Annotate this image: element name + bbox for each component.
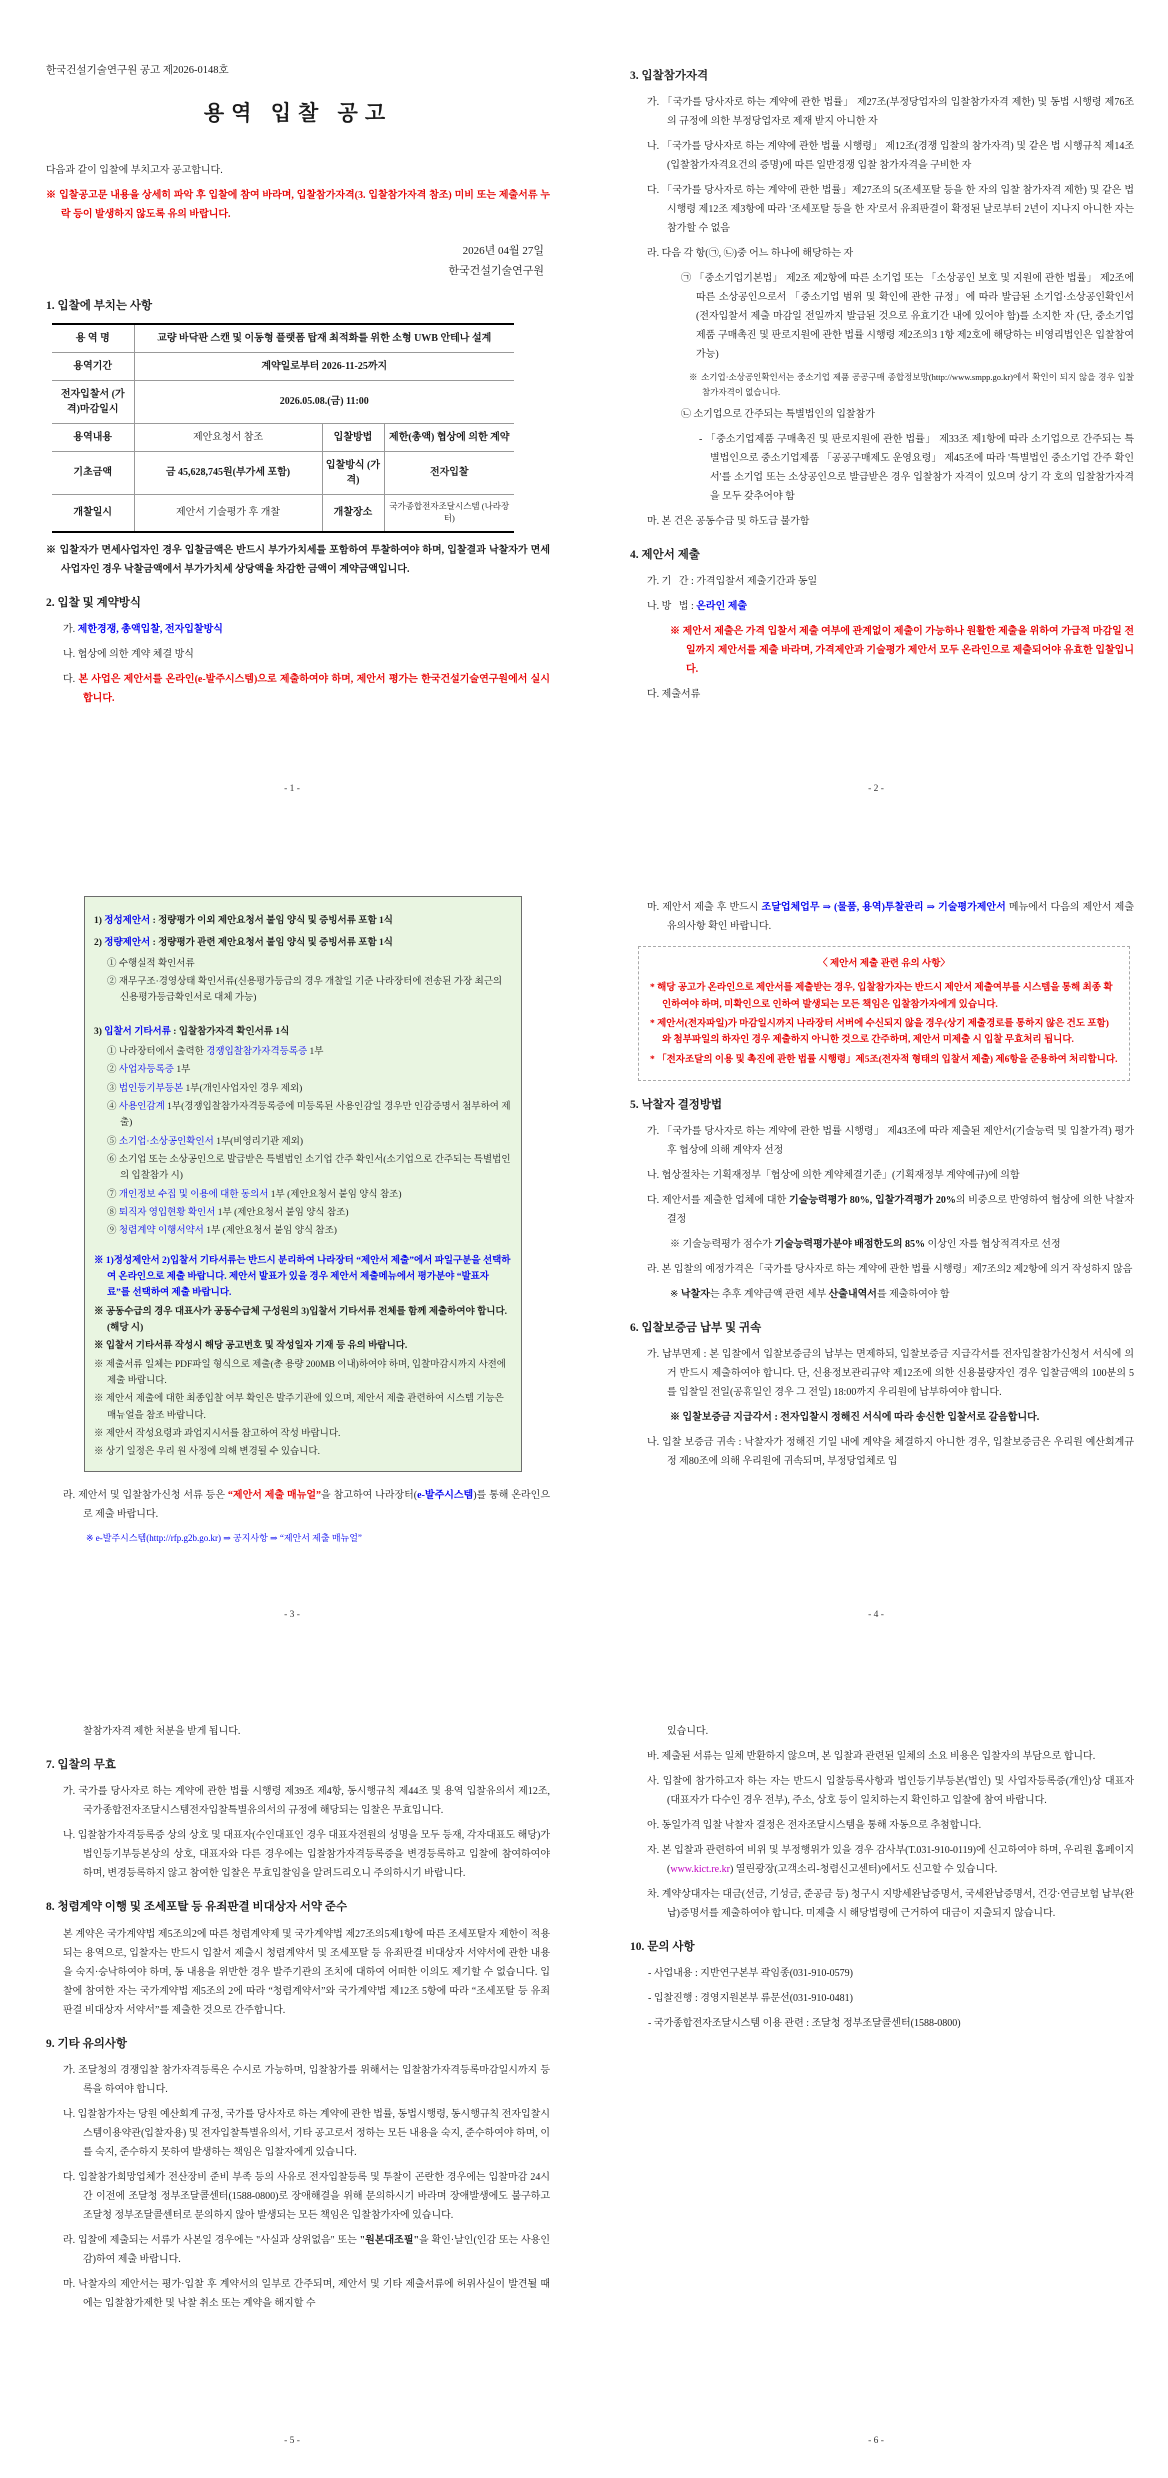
- table-row: [52, 324, 514, 353]
- section5-heading: 5. 낙찰자 결정방법: [630, 1098, 723, 1111]
- doc-text: 1부 (제안요청서 붙임 양식 참조): [203, 1226, 337, 1237]
- item-text: 자. 본 입찰과 관련하여 비위 및 부정행위가 있을 경우 감사부(T.031-910-0119)에 신고하여야 하며, 우리원 홈페이지(: [647, 1845, 1134, 1875]
- opening-place-value: 국가종합전자조달시스템 (나라장터): [384, 494, 514, 531]
- page-number: - 2 -: [868, 784, 884, 794]
- s7-item-a: 가. 국가를 당사자로 하는 계약에 관한 법률 시행령 제39조 제4항, 동시행규칙 제44조 및 용역 입찰유의서 제12조, 국가종합전자조달시스템전자입찰특별유의서의 규정에 해당되는 입찰은 무효입니다.: [63, 1786, 550, 1817]
- s9-item-b: 나. 입찰참가자는 당원 예산회계 규정, 국가를 당사자로 하는 계약에 관한 법률, 동법시행령, 동시행규칙 전자입찰시스템이용약관(입찰자용) 및 전자입찰특별유의서, 기타 공고로서 정하는 모든 내용을 숙지, 준수하여야 하며, 이를 숙지, 준수하지 못하여 발생하는 책임은 입찰자에게 있습니다.: [63, 2108, 550, 2158]
- caution-item-1: * 해당 공고가 온라인으로 제안서를 제출받는 경우, 입찰참가자는 반드시 제안서 제출여부를 시스템을 통해 최종 확인하여야 하며, 미확인으로 인하여 발생되는 모든 책임은 입찰참가자에게 있습니다.: [650, 983, 1113, 1010]
- announcement-date: 2026년 04월 27일: [462, 245, 544, 257]
- doc-item-desc: : 입찰참가자격 확인서류 1식: [170, 1026, 290, 1037]
- doc-text: ⑦: [107, 1189, 119, 1200]
- bid-method-label: 입찰방법: [322, 423, 384, 451]
- e-order-system-label: e-발주시스템: [417, 1489, 474, 1501]
- doc-text: 1부(개인사업자인 경우 제외): [183, 1083, 303, 1094]
- service-period-label: 용역기간: [52, 352, 134, 380]
- box-note-2: ※ 공동수급의 경우 대표사가 공동수급체 구성원의 3)입찰서 기타서류 전체를 함께 제출하여야 합니다.(해당 시): [94, 1306, 507, 1333]
- page-number: - 5 -: [284, 2436, 300, 2446]
- doc-text: ③: [107, 1083, 119, 1094]
- item-text: 다. 제안서를 제출한 업체에 대한: [647, 1195, 790, 1207]
- table-row: [52, 380, 514, 423]
- s3-item-e: 마. 본 건은 공동수급 및 하도급 불가함: [647, 516, 810, 528]
- document-title: 용역 입찰 공고: [203, 101, 393, 125]
- doc-item-3-2: [94, 1062, 512, 1078]
- evaluation-weights: 기술능력평가 80%, 입찰가격평가 20%: [789, 1195, 956, 1207]
- doc-text: 1부(비영리기관 제외): [213, 1136, 304, 1147]
- box-note-5: ※ 제안서 제출에 대한 최종입찰 여부 확인은 발주기관에 있으며, 제안서 제출 관련하여 시스템 기능은 매뉴얼을 참조 바랍니다.: [94, 1394, 504, 1421]
- page-2: [584, 0, 1168, 826]
- doc-item-desc: : 정량평가 이외 제안요청서 붙임 양식 및 증빙서류 포함 1식: [150, 916, 393, 926]
- retiree-status-label: 퇴직자 영입현황 확인서: [118, 1207, 216, 1218]
- page-4: [584, 826, 1168, 1652]
- kict-homepage-url: www.kict.re.kr: [670, 1864, 730, 1875]
- doc-text: ⑨: [107, 1226, 119, 1237]
- spacer: [94, 1242, 512, 1251]
- cost-statement-label: 산출내역서: [828, 1289, 877, 1301]
- s3-item-b: 나. 「국가를 당사자로 하는 계약에 관한 법률 시행령」 제12조(경쟁 입찰의 참가자격) 및 같은 법 시행규칙 제14조(입찰참가자격요건의 증명)에 따른 일반경쟁 입찰 참가자격을 구비한 자: [647, 141, 1134, 172]
- table-row: [52, 451, 514, 494]
- submission-documents-box: [84, 896, 522, 1472]
- section9-heading: 9. 기타 유의사항: [46, 2037, 128, 2050]
- item-text: 라. 제안서 및 입찰참가신청 서류 등은: [63, 1489, 228, 1501]
- seal-usage-label: 사용인감계: [118, 1101, 165, 1112]
- doc-item-3-8: [94, 1205, 512, 1221]
- announcement-date-block: [46, 242, 544, 282]
- s4-item-b: [630, 597, 1134, 616]
- bid-type-text: 제한경쟁, 총액입찰, 전자입찰방식: [77, 623, 223, 635]
- page-5: [0, 1652, 584, 2478]
- page-6: [584, 1652, 1168, 2478]
- doc-text: ⑧: [107, 1207, 119, 1218]
- s4-item-d: [46, 1486, 550, 1524]
- item-prefix: 다.: [63, 673, 79, 685]
- s9-item-e: 마. 낙찰자의 제안서는 평가·입찰 후 계약서의 일부로 간주되며, 제안서 및 기타 제출서류에 허위사실이 발견될 때에는 입찰참가제한 및 낙찰 취소 또는 계약을 해지할 수: [63, 2278, 550, 2309]
- doc-text: 1부 (제안요청서 붙임 양식 참조): [268, 1189, 402, 1200]
- integrity-pledge-label: 청렴계약 이행서약서: [118, 1226, 204, 1237]
- page-number: - 1 -: [284, 784, 300, 794]
- s5-item-c: [630, 1191, 1134, 1229]
- doc-item-prefix: 2): [94, 938, 105, 949]
- s9-item-a: 가. 조달청의 경쟁입찰 참가자격등록은 수시로 가능하며, 입찰참가를 위해서는 입찰참가자격등록마감일시까지 등록을 하여야 합니다.: [63, 2064, 550, 2095]
- doc-item-3: [94, 1024, 512, 1040]
- doc-item-3-7: [94, 1187, 512, 1203]
- online-submit-label: 온라인 제출: [696, 601, 748, 613]
- online-submit-notice: 본 사업은 제안서를 온라인(e-발주시스템)으로 제출하여야 하며, 제안서 평가는 한국건설기술연구원에서 실시합니다.: [78, 673, 550, 704]
- bid-deadline-value: 2026.05.08.(금) 11:00: [134, 380, 514, 423]
- note-text: 이상인 자를 협상적격자로 선정: [925, 1239, 1061, 1251]
- table-row: [52, 423, 514, 451]
- bid-method-value: 제한(총액) 협상에 의한 계약: [384, 423, 514, 451]
- section6-heading: 6. 입찰보증금 납부 및 귀속: [630, 1322, 762, 1335]
- doc-text: ②: [107, 1065, 119, 1076]
- bid-info-table: [52, 323, 514, 533]
- s9-item-c: 다. 입찰참가희망업체가 전산장비 준비 부족 등의 사유로 전자입찰등록 및 투찰이 곤란한 경우에는 입찰마감 24시간 이전에 조달청 정부조달콜센터(1588-0800)로 장애해결을 위해 문의하시기 바라며 장애발생에도 불구하고 조달청 정부조달콜센터로 문의하지 않아 발생되는 모든 책임은 입찰참가자에 있습니다.: [63, 2171, 550, 2221]
- caution-item-3: * 「전자조달의 이용 및 촉진에 관한 법률 시행령」제5조(전자적 형태의 입찰서 제출) 제6항을 준용하여 처리합니다.: [650, 1054, 1118, 1065]
- notice-number: 한국건설기술연구원 공고 제2026-0148호: [46, 65, 229, 76]
- doc-item-3-4: [94, 1099, 512, 1132]
- qualitative-proposal-label: 정성제안서: [104, 916, 151, 926]
- s4-submit-warning: ※ 제안서 제출은 가격 입찰서 제출 여부에 관계없이 제출이 가능하나 원활한 제출을 위하여 가급적 마감일 전일까지 제안서를 제출 바라며, 가격제안과 기술평가 제안서 모두 온라인으로 제출되어야 유효한 입찰입니다.: [670, 626, 1134, 676]
- box-note-7: ※ 상기 일정은 우리 원 사정에 의해 변경될 수 있습니다.: [94, 1447, 320, 1458]
- page-3: [0, 826, 584, 1652]
- e-order-path-note: ※ e-발주시스템(http://rfp.g2b.go.kr) ⇒ 공지사항 ⇒ “제안서 제출 매뉴얼”: [86, 1532, 362, 1543]
- page-number: - 6 -: [868, 2436, 884, 2446]
- s3-item-d2-detail: - 「중소기업제품 구매촉진 및 판로지원에 관한 법률」 제33조 제1항에 따라 소기업으로 간주되는 특별법인으로 중소기업제품 「공공구매제도 운영요령」 제45조에 따라 '특별법인 중소기업 간주 확인서'를 소기업 또는 소상공인으로 발급받은 경우 입찰참가 자격이 있으며 상기 각 호의 입찰참가자격을 모두 갖추어야 함: [699, 434, 1134, 503]
- item-text: ) 열린광장(고객소리-청렴신고센터)에서도 신고할 수 있습니다.: [729, 1864, 998, 1875]
- item-text: 을 참고하여 나라장터(: [321, 1489, 418, 1501]
- threshold-text: 기술능력평가분야 배점한도의 85%: [774, 1239, 926, 1251]
- table-row: [52, 352, 514, 380]
- service-name-value: 교량 바닥판 스캔 및 이동형 플랫폼 탑재 최적화를 위한 소형 UWB 안테나 설계: [134, 324, 514, 353]
- s5-item-d-note: [630, 1285, 1134, 1304]
- s2-item-a: [46, 620, 550, 639]
- item-prefix: 가.: [63, 623, 78, 635]
- doc-item-2-1: ① 수행실적 확인서류: [107, 958, 195, 969]
- bid-deadline-label: 전자입찰서 (가격)마감일시: [52, 380, 134, 423]
- page-number: - 3 -: [284, 1610, 300, 1620]
- section8-heading: 8. 청렴계약 이행 및 조세포탈 등 유죄판결 비대상자 서약 준수: [46, 1901, 348, 1914]
- s2-item-c: [46, 670, 550, 708]
- s3-item-d: 라. 다음 각 항(㉠, ㉡)중 어느 하나에 해당하는 자: [647, 248, 854, 260]
- note-text: ※: [670, 1289, 681, 1301]
- caution-item-2: * 제안서(전자파일)가 마감일시까지 나라장터 서버에 수신되지 않을 경우(상기 제출경로를 통하지 않은 건도 포함)와 첨부파일의 하자인 경우 제출하지 아니한 것으로 간주하며, 제안서 미제출 시 입찰 무효처리 됩니다.: [650, 1018, 1109, 1046]
- s3-item-d2: ㉡ 소기업으로 간주되는 특별법인의 입찰참가: [681, 409, 875, 421]
- box-note-1: ※ 1)정성제안서 2)입찰서 기타서류는 반드시 분리하여 나라장터 “제안서 제출”에서 파일구분을 선택하여 온라인으로 제출 바랍니다. 제안서 발표가 있을 경우 제안서 제출메뉴에서 평가분야 “발표자료”를 선택하여 제출 바랍니다.: [94, 1255, 511, 1299]
- s9-item-j: 차. 계약상대자는 대금(선금, 기성금, 준공금 등) 청구시 지방세완납증명서, 국세완납증명서, 건강·연금보험 납부(완납)증명서를 제출하여야 합니다. 미제출 시 해당법령에 근거하여 대금이 지출되지 않습니다.: [647, 1889, 1134, 1919]
- doc-item-3-6: ⑥ 소기업 또는 소상공인으로 발급받은 특별법인 소기업 간주 확인서(소기업으로 간주되는 특별법인의 입찰참가 시): [107, 1154, 511, 1182]
- note-text: ※ 기술능력평가 점수가: [670, 1239, 775, 1251]
- proposal-caution-box: [638, 946, 1130, 1081]
- doc-item-2: [94, 935, 512, 951]
- box-note-4: ※ 제출서류 일체는 PDF파일 형식으로 제출(총 용량 200MB 이내)하여야 하며, 입찰마감시까지 사전에 제출 바랍니다.: [94, 1359, 506, 1386]
- contact-project: - 사업내용 : 지반연구본부 곽임종(031-910-0579): [648, 1968, 854, 1980]
- s9-item-d: [46, 2231, 550, 2269]
- original-check-label: "원본대조필": [359, 2234, 420, 2246]
- item-text: 메뉴에서 다음의 제안서 제출 유의사항 확인 바랍니다.: [667, 902, 1134, 932]
- item-text: 마. 제안서 제출 후 반드시: [647, 902, 762, 913]
- section4-heading: 4. 제안서 제출: [630, 549, 700, 562]
- doc-text: 1부 (제안요청서 붙임 양식 참조): [215, 1207, 349, 1218]
- spacer: [94, 1009, 512, 1018]
- doc-text: 1부(경쟁입찰참가자격등록증에 미등록된 사용인감일 경우만 인감증명서 첨부하여 제출): [120, 1101, 511, 1129]
- s6-item-a: 가. 납부면제 : 본 입찰에서 입찰보증금의 납부는 면제하되, 입찰보증금 지급각서를 전자입찰참가신청서 서식에 의거 반드시 제출하여야 합니다. 단, 신용정보관리규약 제12조에 의한 신용불량자인 경우 입찰금액의 100분의 5를 입찰일 전일(공휴일인 경우 그 전일) 18:00까지 우리원에 납부하여야 합니다.: [647, 1349, 1134, 1399]
- registration-cert-label: 경쟁입찰참가자격등록증: [206, 1046, 308, 1057]
- s5-item-d: 라. 본 입찰의 예정가격은「국가를 당사자로 하는 계약에 관한 법률 시행령」제7조의2 제2항에 의거 작성하지 않음: [647, 1264, 1133, 1276]
- corp-register-label: 법인등기부등본: [118, 1083, 184, 1094]
- s6-continued-text: 찰참가자격 제한 처분을 받게 됩니다.: [83, 1726, 241, 1737]
- item-text: )를 통해 온라인으로 제출 바랍니다.: [83, 1489, 551, 1520]
- base-amount-label: 기초금액: [52, 451, 134, 494]
- contact-g2b: - 국가종합전자조달시스템 이용 관련 : 조달청 정부조달콜센터(1588-0800): [648, 2018, 961, 2030]
- s8-body-text: 본 계약은 국가계약법 제5조의2에 따른 청렴계약제 및 국가계약법 제27조의5제1항에 따른 조세포탈자 제한이 적용되는 용역으로, 입찰자는 반드시 입찰서 제출시 청렴계약서 및 조세포탈 등 유죄판결 비대상자 서약서에 관한 내용을 숙지·승낙하여야 하며, 동 내용을 위반한 경우 발주기관의 조치에 대하여 어떠한 이의도 제기할 수 없습니다. 입찰에 참여한 자는 국가계약법 제5조의 2에 따라 “청렴계약서”와 국가계약법 제12조 5항에 따라 “조세포탈 등 유죄판결 비대상자 서약서”를 제출한 것으로 간주합니다.: [63, 1928, 550, 2016]
- winner-label: 낙찰자: [680, 1289, 710, 1301]
- opening-place-label: 개찰장소: [322, 494, 384, 531]
- doc-item-1: [94, 913, 512, 929]
- s5-item-a: 가. 「국가를 당사자로 하는 계약에 관한 법률 시행령」 제43조에 따라 제출된 제안서(기술능력 및 입찰가격) 평가 후 협상에 의해 계약자 선정: [647, 1126, 1134, 1157]
- smpp-note: ※ 소기업·소상공인확인서는 중소기업 제품 공공구매 종합정보망(http://www.smpp.go.kr)에서 확인이 되지 않을 경우 입찰참가자격이 없습니다.: [689, 372, 1134, 397]
- doc-item-prefix: 1): [94, 916, 105, 926]
- table-row: [52, 494, 514, 531]
- small-biz-cert-label: 소기업·소상공인확인서: [118, 1136, 214, 1147]
- item-text: 을 확인·날인(인감 또는 사용인감)하여 제출 바랍니다.: [83, 2234, 550, 2265]
- service-content-label: 용역내용: [52, 423, 134, 451]
- bid-style-label: 입찰방식 (가격): [322, 451, 384, 494]
- s9-item-g: 사. 입찰에 참가하고자 하는 자는 반드시 입찰등록사항과 법인등기부등본(법인) 및 사업자등록증(개인)상 대표자(대표자가 다수인 경우 전부), 주소, 상호 등이 일치하는지 확인하고 입찰에 참여 바랍니다.: [647, 1776, 1134, 1806]
- s3-item-c: 다. 「국가를 당사자로 하는 계약에 관한 법률」제27조의 5(조세포탈 등을 한 자의 입찰 참가자격 제한) 및 같은 법 시행령 제12조 제3항에 따라 '조세포탈 등을 한 자'로서 유죄판결이 확정된 날로부터 2년이 지나지 아니한 자는 참가할 수 없음: [647, 185, 1134, 235]
- menu-path-text: 조달업체업무 ⇒ (물품, 용역)투찰관리 ⇒ 기술평가제안서: [761, 902, 1006, 913]
- doc-item-3-3: [94, 1081, 512, 1097]
- privacy-consent-label: 개인정보 수집 및 이용에 대한 동의서: [118, 1189, 269, 1200]
- s4-item-c: 다. 제출서류: [647, 689, 701, 701]
- doc-text: 1부: [307, 1046, 324, 1057]
- page-number: - 4 -: [868, 1610, 884, 1620]
- bid-warning-note: ※ 입찰공고문 내용을 상세히 파악 후 입찰에 참여 바라며, 입찰참가자격(3. 입찰참가자격 참조) 미비 또는 제출서류 누락 등이 발생하지 않도록 유의 바랍니다.: [46, 190, 550, 220]
- service-name-label: 용 역 명: [52, 324, 134, 353]
- s3-item-a: 가. 「국가를 당사자로 하는 계약에 관한 법률」 제27조(부정당업자의 입찰참가자격 제한) 및 동법 시행령 제76조의 규정에 의한 부정당업자로 제재 받지 아니한 자: [647, 97, 1134, 128]
- item-prefix: 나. 방 법 :: [647, 601, 697, 613]
- section7-heading: 7. 입찰의 무효: [46, 1759, 116, 1771]
- s6-item-b: 나. 입찰 보증금 귀속 : 낙찰자가 정해진 기일 내에 계약을 체결하지 아니한 경우, 입찰보증금은 우리원 예산회계규정 제80조에 의해 우리원에 귀속되며, 부정당업체로 입: [647, 1437, 1134, 1468]
- doc-text: ④: [107, 1101, 119, 1112]
- other-bid-docs-label: 입찰서 기타서류: [104, 1026, 171, 1037]
- item-text: 라. 입찰에 제출되는 서류가 사본일 경우에는 "사실과 상위없음" 또는: [63, 2234, 360, 2246]
- item-text: 의 비중으로 반영하여 협상에 의한 낙찰자 결정: [667, 1195, 1134, 1226]
- contact-bid: - 입찰진행 : 경영지원본부 류문선(031-910-0481): [648, 1993, 854, 2005]
- service-period-value: 계약일로부터 2026-11-25까지: [134, 352, 514, 380]
- page-1: [0, 0, 584, 826]
- intro-text: 다음과 같이 입찰에 부치고자 공고합니다.: [46, 165, 223, 176]
- announcing-org: 한국건설기술연구원: [448, 264, 544, 277]
- note-text: 는 추후 계약금액 관련 세부: [709, 1289, 829, 1301]
- vat-note: ※ 입찰자가 면세사업자인 경우 입찰금액은 반드시 부가가치세를 포함하여 투찰하여야 하며, 입찰결과 낙찰자가 면세 사업자인 경우 낙찰금액에서 부가가치세 상당액을 차감한 금액이 계약금액입니다.: [46, 544, 550, 575]
- section3-heading: 3. 입찰참가자격: [630, 70, 709, 82]
- business-license-label: 사업자등록증: [118, 1065, 174, 1076]
- section1-heading: 1. 입찰에 부치는 사항: [46, 299, 153, 312]
- s9-item-f: 바. 제출된 서류는 일체 반환하지 않으며, 본 입찰과 관련된 일체의 소요 비용은 입찰자의 부담으로 합니다.: [647, 1751, 1096, 1762]
- doc-item-3-9: [94, 1223, 512, 1239]
- s5-item-b: 나. 협상절차는 기획재정부「협상에 의한 계약체결기준」(기획재정부 계약예규)에 의함: [647, 1170, 1020, 1182]
- doc-item-2-2: ② 재무구조·경영상태 확인서류(신용평가등급의 경우 개찰일 기준 나라장터에 전송된 가장 최근의 신용평가등급확인서로 대체 가능): [107, 976, 503, 1004]
- box-note-3: ※ 입찰서 기타서류 작성시 해당 공고번호 및 작성일자 기재 등 유의 바랍니다.: [94, 1341, 408, 1352]
- doc-text: 1부: [173, 1065, 191, 1076]
- quantitative-proposal-label: 정량제안서: [104, 938, 151, 949]
- section10-heading: 10. 문의 사항: [630, 1941, 695, 1953]
- s9-item-h: 아. 동일가격 입찰 낙찰자 결정은 전자조달시스템을 통해 자동으로 추첨합니다.: [647, 1820, 982, 1831]
- doc-item-prefix: 3): [94, 1026, 105, 1037]
- manual-ref-label: “제안서 제출 매뉴얼”: [227, 1489, 322, 1501]
- s7-item-b: 나. 입찰참가자격등록증 상의 상호 및 대표자(수인대표인 경우 대표자전원의 성명을 모두 등재, 각자대표도 해당)가 법인등기부등본상의 상호, 대표자와 다른 경우에는 입찰참가자격등록증을 변경등록하고 입찰에 참여하여야 하며, 변경등록하지 않고 참여한 입찰은 무효입찰임을 알려드리오니 주의하시기 바랍니다.: [63, 1830, 550, 1880]
- s4-item-e: [630, 898, 1134, 936]
- s5-item-c-note: [630, 1235, 1134, 1254]
- doc-item-3-5: [94, 1134, 512, 1150]
- s6-item-a-note: ※ 입찰보증금 지급각서 : 전자입찰시 정해진 서식에 따라 송신한 입찰서로 갈음합니다.: [670, 1412, 1040, 1424]
- section2-heading: 2. 입찰 및 계약방식: [46, 596, 142, 609]
- service-content-value: 제안요청서 참조: [134, 423, 322, 451]
- opening-time-value: 제안서 기술평가 후 개찰: [134, 494, 322, 531]
- s4-item-a: 가. 기 간 : 가격입찰서 제출기간과 동일: [647, 576, 818, 588]
- doc-item-3-1: [94, 1044, 512, 1060]
- s3-item-d1: ㉠ 「중소기업기본법」 제2조 제2항에 따른 소기업 또는 「소상공인 보호 및 지원에 관한 법률」 제2조에 따른 소상공인으로서 「중소기업 범위 및 확인에 관한 규정」에 따라 발급된 소기업·소상공인확인서(전자입찰서 제출 마감일 전일까지 발급된 것으로 유효기간 내에 있어야 함)를 소지한 자 (단, 중소기업제품 구매촉진 및 판로지원에 관한 법률 시행령 제2조의3 1항 제2호에 해당하는 비영리법인은 입찰참여 가능): [681, 273, 1134, 361]
- note-text: 를 제출하여야 함: [876, 1289, 950, 1301]
- s2-item-b: 나. 협상에 의한 계약 체결 방식: [63, 648, 194, 660]
- s9-continued-text: 있습니다.: [667, 1726, 709, 1737]
- doc-text: ⑤: [107, 1136, 119, 1147]
- opening-time-label: 개찰일시: [52, 494, 134, 531]
- box-note-6: ※ 제안서 작성요령과 과업지시서를 참고하여 작성 바랍니다.: [94, 1428, 341, 1439]
- s9-item-i: [630, 1841, 1134, 1879]
- caution-box-title: 〈 제안서 제출 관련 유의 사항〉: [818, 959, 950, 969]
- doc-item-desc: : 정량평가 관련 제안요청서 붙임 양식 및 증빙서류 포함 1식: [150, 938, 393, 949]
- base-amount-value: 금 45,628,745원(부가세 포함): [134, 451, 322, 494]
- doc-text: ① 나라장터에서 출력한: [107, 1046, 207, 1057]
- bid-style-value: 전자입찰: [384, 451, 514, 494]
